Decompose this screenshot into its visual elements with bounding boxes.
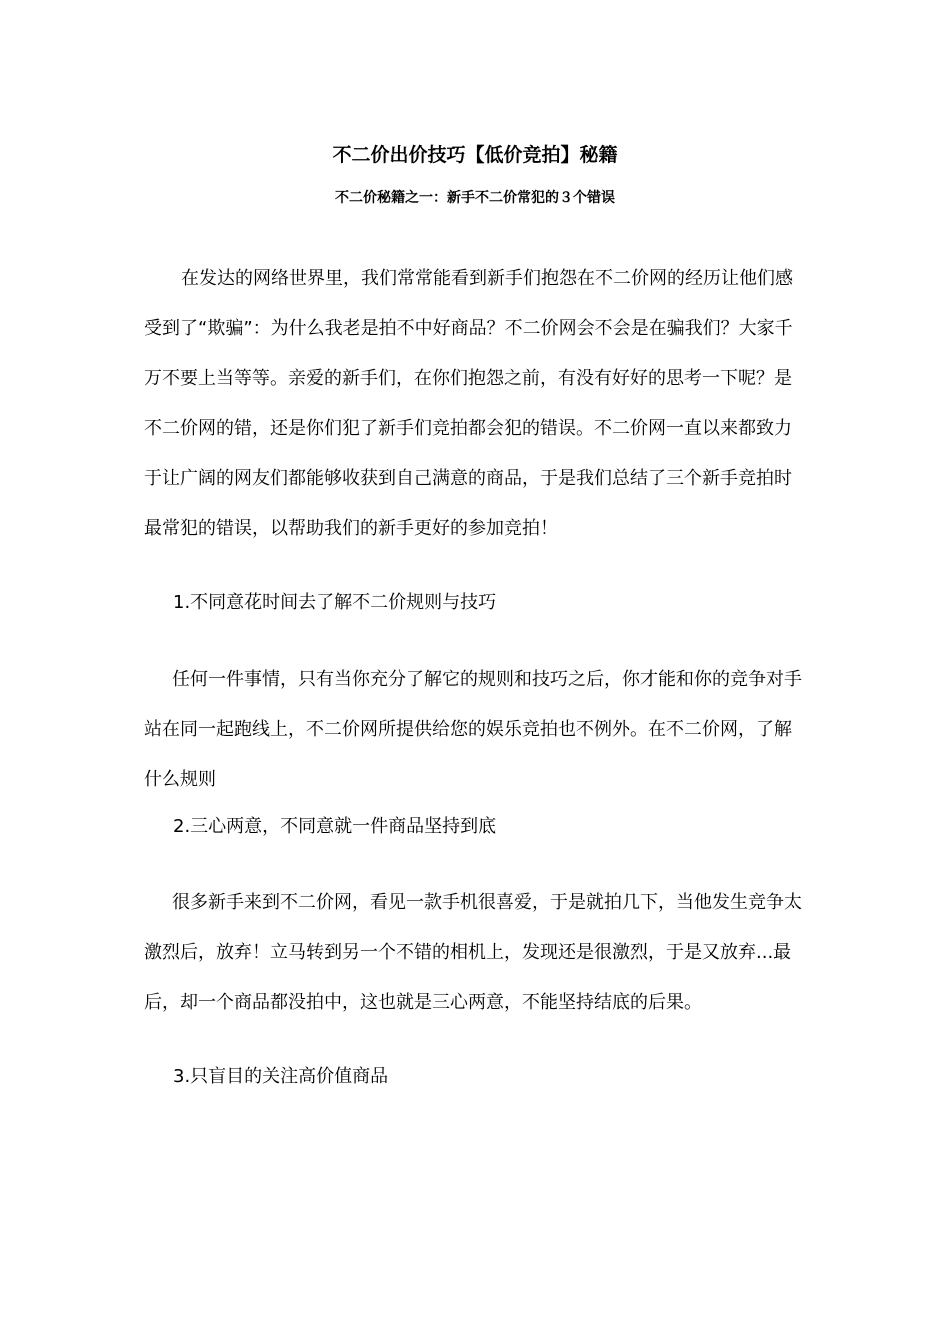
document-subtitle: 不二价秘籍之一：新手不二价常犯的３个错误 [335,190,615,206]
section-heading-3: 3.只盲目的关注高价值商品 [173,1066,389,1087]
intro-paragraph: 在发达的网络世界里，我们常常能看到新手们抱怨在不二价网的经历让他们感受到了“欺骗”：为什么我老是拍不中好商品？不二价网会不会是在骗我们？大家千万不要上当等等。亲爱的新手们，在你们抱怨之前，有没有好好的思考一下呢？是不二价网的错，还是你们犯了新手们竞拍都会犯的错误。不二价网一直以来都致力于让广阔的网友们都能够收获到自己满意的商品，于是我们总结了三个新手竞拍时最常犯的错误，以帮助我们的新手更好的参加竞拍！ [144,268,793,539]
section-heading-1: 1.不同意花时间去了解不二价规则与技巧 [173,592,497,613]
document-title: 不二价出价技巧【低价竞拍】秘籍 [332,144,618,166]
section-body-1: 任何一件事情，只有当你充分了解它的规则和技巧之后，你才能和你的竞争对手站在同一起跑线上，不二价网所提供给您的娱乐竞拍也不例外。在不二价网，了解什么规则 [144,669,802,790]
section-heading-2: 2.三心两意，不同意就一件商品坚持到底 [173,816,497,837]
section-body-2: 很多新手来到不二价网，看见一款手机很喜爱，于是就拍几下，当他发生竞争太激烈后，放弃！立马转到另一个不错的相机上，发现还是很激烈，于是又放弃...最后，却一个商品都没拍中，这也就是三心两意，不能坚持结底的后果。 [144,892,802,1013]
